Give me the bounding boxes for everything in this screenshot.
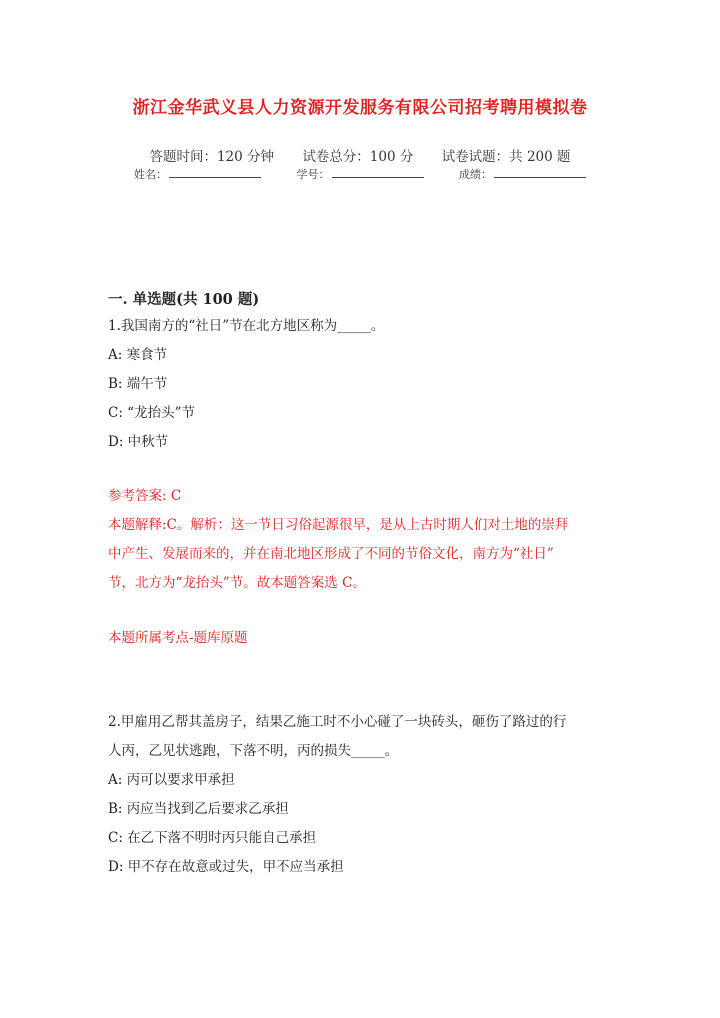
- option-a: A: 寒食节: [108, 347, 168, 363]
- section-title: 一. 单选题(共 100 题): [108, 291, 260, 308]
- id-blank[interactable]: [332, 167, 424, 178]
- explanation-line: 中产生、发展而来的，并在南北地区形成了不同的节俗文化，南方为“社日”: [108, 546, 554, 562]
- name-field: [134, 168, 265, 181]
- source-1: [108, 624, 618, 653]
- question-1: [108, 312, 618, 457]
- time-label: 答题时间：120 分钟: [149, 149, 275, 165]
- option-b: B: 丙应当找到乙后要求乙承担: [108, 801, 289, 817]
- count-label: 试卷试题：共 200 题: [441, 149, 571, 165]
- answer-1: [108, 482, 618, 598]
- option-a: A: 丙可以要求甲承担: [108, 772, 235, 788]
- explanation-line: 节，北方为“龙抬头”节。故本题答案选 C。: [108, 575, 366, 591]
- option-d: D: 甲不存在故意或过失，甲不应当承担: [108, 859, 344, 875]
- question-stem-line: 人丙，乙见状逃跑，下落不明，丙的损失_____。: [108, 743, 399, 759]
- option-c: C: “龙抬头”节: [108, 405, 195, 421]
- option-b: B: 端午节: [108, 376, 168, 392]
- question-stem-line: 2.甲雇用乙帮其盖房子，结果乙施工时不小心碰了一块砖头，砸伤了路过的行: [108, 714, 567, 730]
- grade-blank[interactable]: [494, 167, 586, 178]
- id-label: 学号：: [296, 168, 330, 181]
- question-stem: 1.我国南方的“社日”节在北方地区称为_____。: [108, 318, 385, 334]
- option-c: C: 在乙下落不明时丙只能自己承担: [108, 830, 317, 846]
- explanation-line: 本题解释:C。解析：这一节日习俗起源很早，是从上古时期人们对土地的崇拜: [108, 517, 569, 533]
- score-label: 试卷总分：100 分: [302, 149, 414, 165]
- grade-field: [459, 168, 586, 181]
- id-field: [297, 168, 428, 181]
- exam-meta: [0, 145, 720, 165]
- question-2: [108, 708, 618, 882]
- exam-title: 浙江金华武义县人力资源开发服务有限公司招考聘用模拟卷: [132, 98, 588, 118]
- answer-text: 参考答案: C: [108, 488, 182, 504]
- name-blank[interactable]: [169, 167, 261, 178]
- source-text: 本题所属考点-题库原题: [108, 630, 248, 646]
- name-label: 姓名：: [134, 168, 167, 181]
- student-info: [0, 166, 720, 182]
- option-d: D: 中秋节: [108, 434, 169, 450]
- grade-label: 成绩：: [459, 168, 492, 181]
